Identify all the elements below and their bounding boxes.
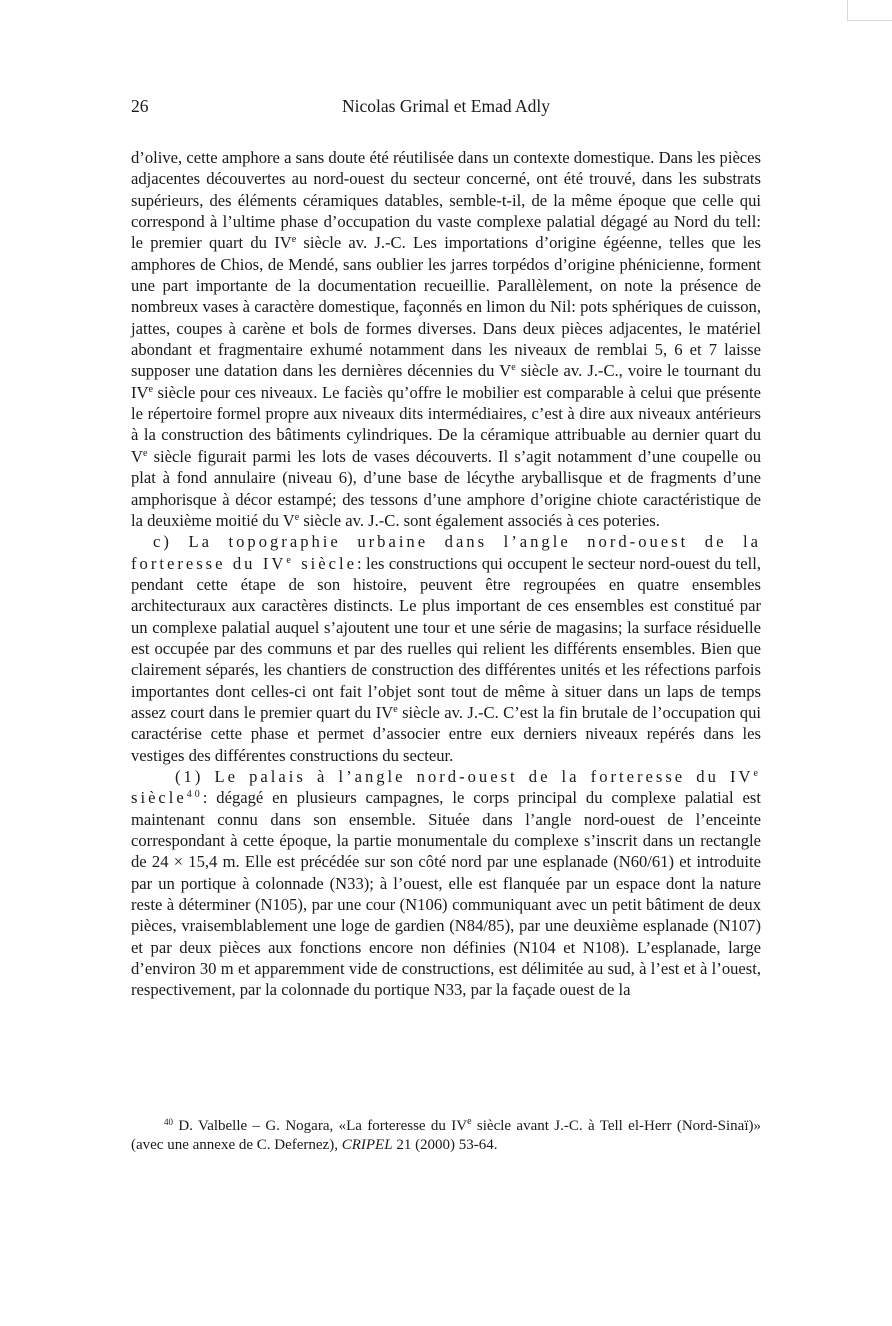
running-head [131,96,761,120]
footnote-reference[interactable]: 40 [186,789,203,801]
page-number: 26 [131,96,149,116]
journal-title: CRIPEL [341,1137,393,1153]
paragraph-urban-topography: c) La topographie urbaine dans l’angle nord-ouest de la forteresse du IVe siècle: les constructions qui occupent le secteur nord-ouest du tell, pendant cette étape de son histoire, peuvent être regroupées en quatre ensembles architecturaux aux caractères distincts. Le plus important de ces ensembles est constitué par un complexe palatial auquel s’ajoutent une tour et une série de magasins; la surface résiduelle est occupée par des communs et par des ruelles qui relient les différents ensembles. Bien que clairement séparés, les chantiers de construction des différentes unités et les réfections parfois importantes dont celles-ci ont fait l’objet sont tout de même à situer dans un laps de temps assez court dans le premier quart du IVe siècle av. J.-C. C’est la fin brutale de l’occupation qui caractérise cette phase et permet d’associer entre eux derniers niveaux repérés dans les vestiges des différentes constructions du secteur. [131,532,761,765]
footnotes [131,1117,761,1155]
footnote-40: $^{40}$ D. Valbelle – G. Nogara, «La forteresse du IVe siècle avant J.-C. à Tell el-Herr (Nord-Sinaï)» (avec une annexe de C. Defernez), CRIPEL 21 (2000) 53-64. [131,1116,761,1153]
section-heading-palace: (1) Le palais à l’angle nord-ouest de la forteresse du IVe siècle$^{40}$ [131,766,761,808]
section-heading-topography: c) La topographie urbaine dans l’angle nord-ouest de la forteresse du IVe siècle [131,532,761,573]
footnote-mark: 40 [164,1117,173,1127]
main-text [131,147,761,1001]
paragraph-palace: (1) Le palais à l’angle nord-ouest de la forteresse du IVe siècle$^{40}$: dégagé en plusieurs campagnes, le corps principal du complexe palatial est maintenant connu dans son ensemble. Située dans l’angle nord-ouest de l’enceinte correspondant à cette époque, la partie monumentale du complexe s’inscrit dans un rectangle de 24 × 15,4 m. Elle est précédée sur son côté nord par une esplanade (N60/61) et introduite par un portique à colonnade (N33); à l’ouest, elle est flanquée par un espace dont la nature reste à déterminer (N105), par une cour (N106) communiquant avec un petit bâtiment de deux pièces, vraisemblablement une loge de gardien (N84/85), par une deuxième esplanade (N107) et par deux pièces aux fonctions encore non définies (N104 et N108). L’esplanade, large d’environ 30 m et apparemment vide de constructions, est délimitée au sud, à l’est et à l’ouest, respectivement, par la colonnade du portique N33, par la façade ouest de la [131,766,761,1000]
scan-corner-mark [847,0,892,21]
paragraph-ceramics: d’olive, cette amphore a sans doute été réutilisée dans un contexte domestique. Dans les pièces adjacentes découvertes au nord-ouest du secteur concerné, ont été trouvé, dans les substrats supérieurs, des éléments céramiques datables, semble-t-il, de la même époque que celle qui correspond à l’ultime phase d’occupation du vaste complexe palatial dégagé au Nord du tell: le premier quart du IVe siècle av. J.-C. Les importations d’origine égéenne, telles que les amphores de Chios, de Mendé, sans oublier les jarres torpédos d’origine phénicienne, forment une part importante de la documentation recueillie. Parallèlement, on note la présence de nombreux vases à caractère domestique, façonnés en limon du Nil: pots sphériques de cuisson, jattes, coupes à carène et bols de formes diverses. Dans deux pièces adjacentes, le matériel abondant et fragmentaire exhumé notamment dans les niveaux de remblai 5, 6 et 7 laisse supposer une datation dans les dernières décennies du Ve siècle av. J.-C., voire le tournant du IVe siècle pour ces niveaux. Le faciès qu’offre le mobilier est comparable à celui que présente le répertoire formel propre aux niveaux dits intermédiaires, c’est à dire aux niveaux antérieurs à la construction des bâtiments cylindriques. De la céramique attribuable au dernier quart du Ve siècle figurait parmi les lots de vases découverts. Il s’agit notamment d’une coupelle ou plat à fond annulaire (niveau 6), d’une base de lécythe aryballisque et de fragments d’une amphorisque à décor estampé; des tessons d’une amphore d’origine chiote caractéristique de la deuxième moitié du Ve siècle av. J.-C. sont également associés à ces poteries. [131,148,761,530]
running-title: Nicolas Grimal et Emad Adly [341,96,550,116]
